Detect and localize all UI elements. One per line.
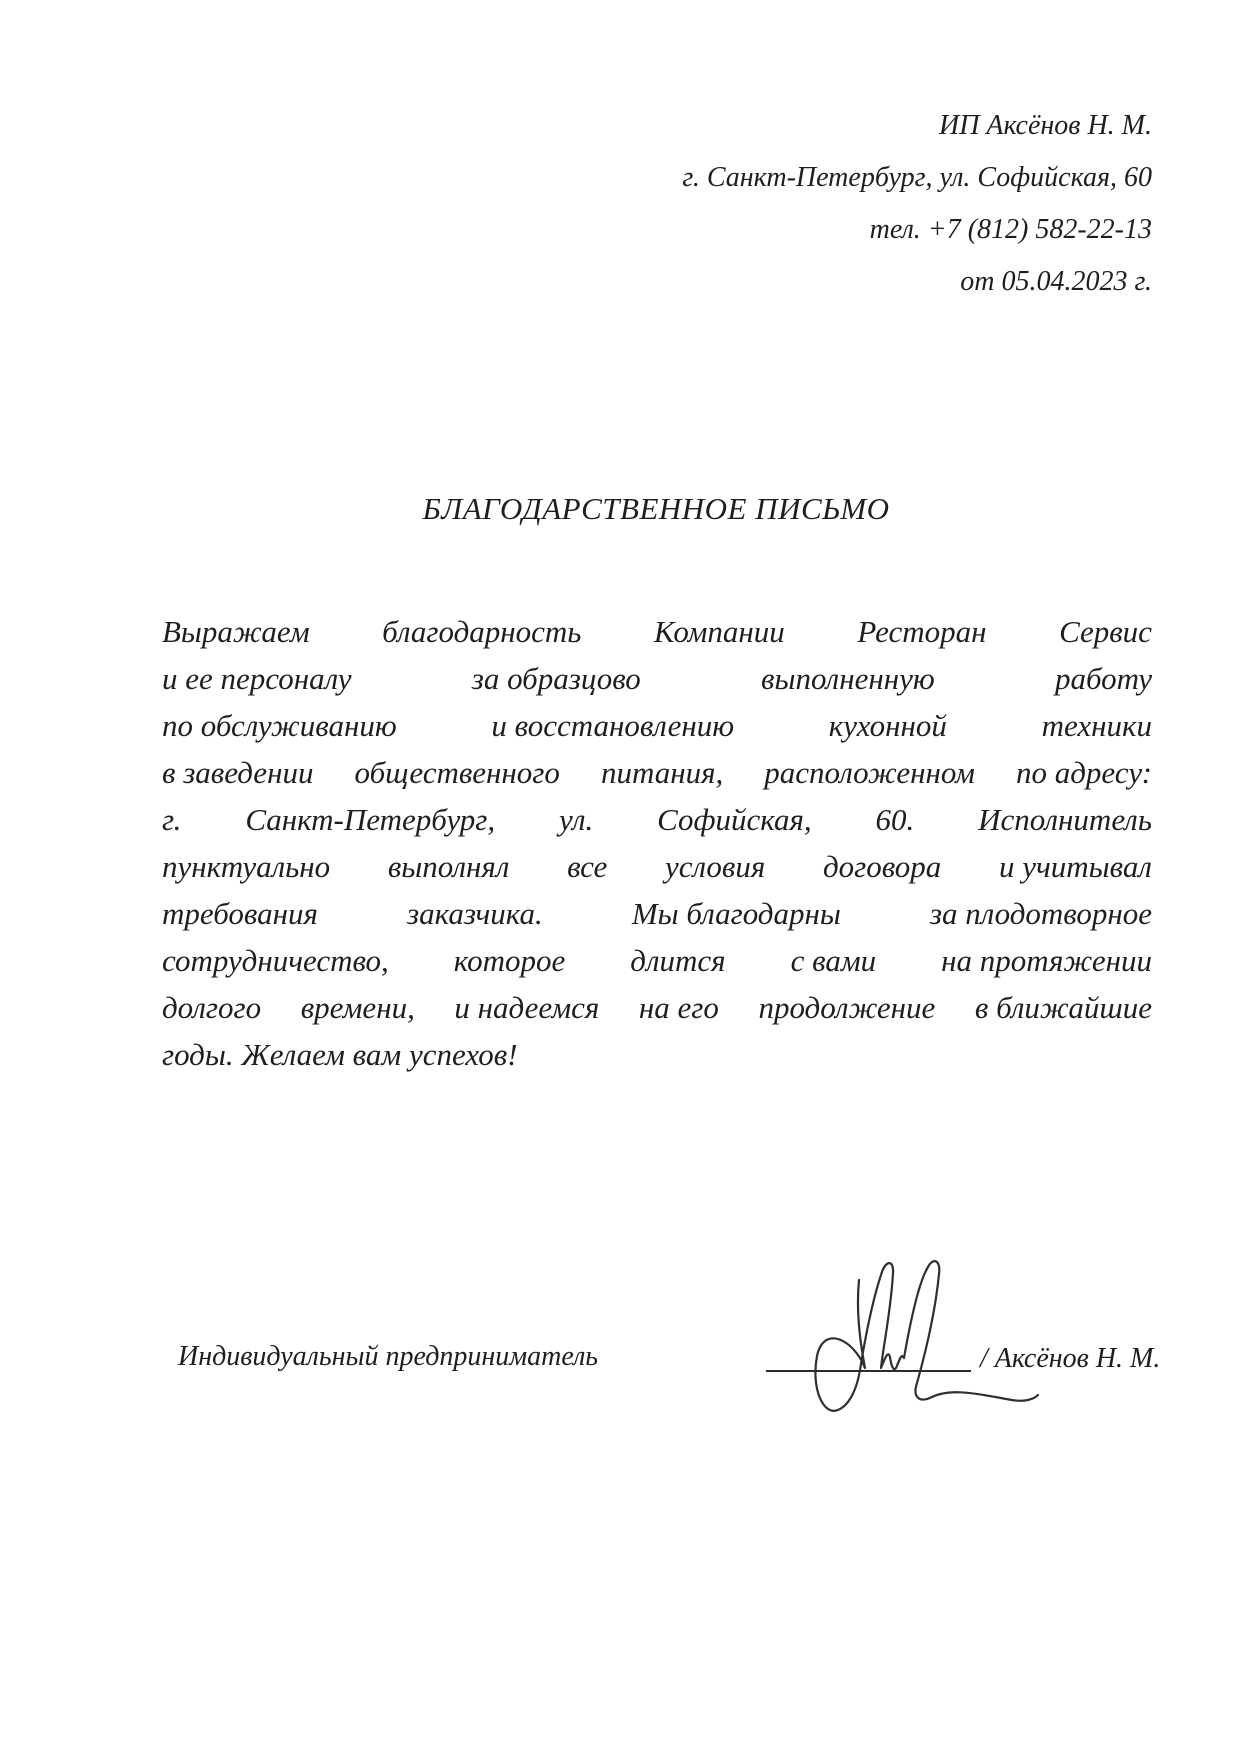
body-text-chunk: в ближайшие xyxy=(974,990,1152,1025)
body-text-chunk: техники xyxy=(1041,708,1152,743)
letterhead-date: от 05.04.2023 г. xyxy=(960,266,1152,297)
body-line xyxy=(162,655,1152,702)
signature-line xyxy=(766,1370,971,1372)
body-text-chunk: выполненную xyxy=(761,661,935,696)
body-text-chunk: Компании xyxy=(653,614,785,649)
body-text-chunk: выполнял xyxy=(387,849,510,884)
signature-block xyxy=(740,1240,1200,1450)
body-text-chunk: кухонной xyxy=(828,708,947,743)
body-text-chunk: по адресу: xyxy=(1015,755,1152,790)
body-text-chunk: Ресторан xyxy=(857,614,987,649)
body-text-chunk: сотрудничество, xyxy=(162,943,389,978)
body-text-chunk: длится xyxy=(630,943,726,978)
body-text-chunk: работу xyxy=(1054,661,1152,696)
body-text-chunk: Выражаем xyxy=(162,614,310,649)
letterhead-address: г. Санкт-Петербург, ул. Софийская, 60 xyxy=(682,162,1152,193)
body-line xyxy=(162,937,1152,984)
body-text-chunk: общественного xyxy=(354,755,560,790)
body-text-chunk: и учитывал xyxy=(999,849,1152,884)
body-text-chunk: Исполнитель xyxy=(978,802,1152,837)
body-text-chunk: которое xyxy=(453,943,566,978)
body-text-chunk: долгого xyxy=(162,990,262,1025)
body-text-chunk: за образцово xyxy=(471,661,641,696)
body-line xyxy=(162,843,1152,890)
body-line xyxy=(162,1031,1152,1078)
signer-name: / Аксёнов Н. М. xyxy=(980,1343,1161,1374)
body-line xyxy=(162,796,1152,843)
body-text-chunk: питания, xyxy=(600,755,724,790)
letterhead-company: ИП Аксёнов Н. М. xyxy=(938,110,1152,141)
body-line xyxy=(162,608,1152,655)
body-text-chunk: ул. xyxy=(559,802,594,837)
body-text-chunk: на его xyxy=(638,990,719,1025)
body-text-chunk: по обслуживанию xyxy=(162,708,397,743)
signer-role-label: Индивидуальный предприниматель xyxy=(178,1341,599,1372)
body-text-chunk: времени, xyxy=(300,990,415,1025)
body-text-chunk: г. xyxy=(162,802,182,837)
body-text-chunk: и восстановлению xyxy=(491,708,735,743)
letterhead-phone: тел. +7 (812) 582-22-13 xyxy=(869,214,1152,245)
body-line xyxy=(162,702,1152,749)
body-line xyxy=(162,749,1152,796)
body-text-chunk: требования xyxy=(162,896,318,931)
body-line xyxy=(162,890,1152,937)
body-text-chunk: все xyxy=(567,849,608,884)
body-text-chunk: с вами xyxy=(790,943,877,978)
body-text-chunk: условия xyxy=(664,849,766,884)
body-text-chunk: годы. Желаем вам успехов! xyxy=(162,1037,518,1072)
body-text-chunk: и ее персоналу xyxy=(162,661,352,696)
body-text-chunk: благодарность xyxy=(382,614,582,649)
body-text-chunk: в заведении xyxy=(162,755,314,790)
body-text-chunk: Санкт-Петербург, xyxy=(245,802,496,837)
body-text-chunk: расположенном xyxy=(764,755,975,790)
body-text-chunk: 60. xyxy=(875,802,915,837)
body-text-chunk: продолжение xyxy=(758,990,936,1025)
body-line xyxy=(162,984,1152,1031)
body-text-chunk: Мы благодарны xyxy=(631,896,841,931)
body-text-chunk: на протяжении xyxy=(941,943,1152,978)
page-title: БЛАГОДАРСТВЕННОЕ ПИСЬМО xyxy=(422,491,890,526)
body-text-chunk: и надеемся xyxy=(454,990,600,1025)
body-text-chunk: пунктуально xyxy=(162,849,331,884)
letterhead xyxy=(200,100,1152,308)
body-text-chunk: Сервис xyxy=(1059,614,1152,649)
letter-body xyxy=(162,608,1152,1078)
body-text-chunk: за плодотворное xyxy=(929,896,1152,931)
body-text-chunk: договора xyxy=(822,849,942,884)
body-text-chunk: Софийская, xyxy=(657,802,812,837)
body-text-chunk: заказчика. xyxy=(407,896,543,931)
